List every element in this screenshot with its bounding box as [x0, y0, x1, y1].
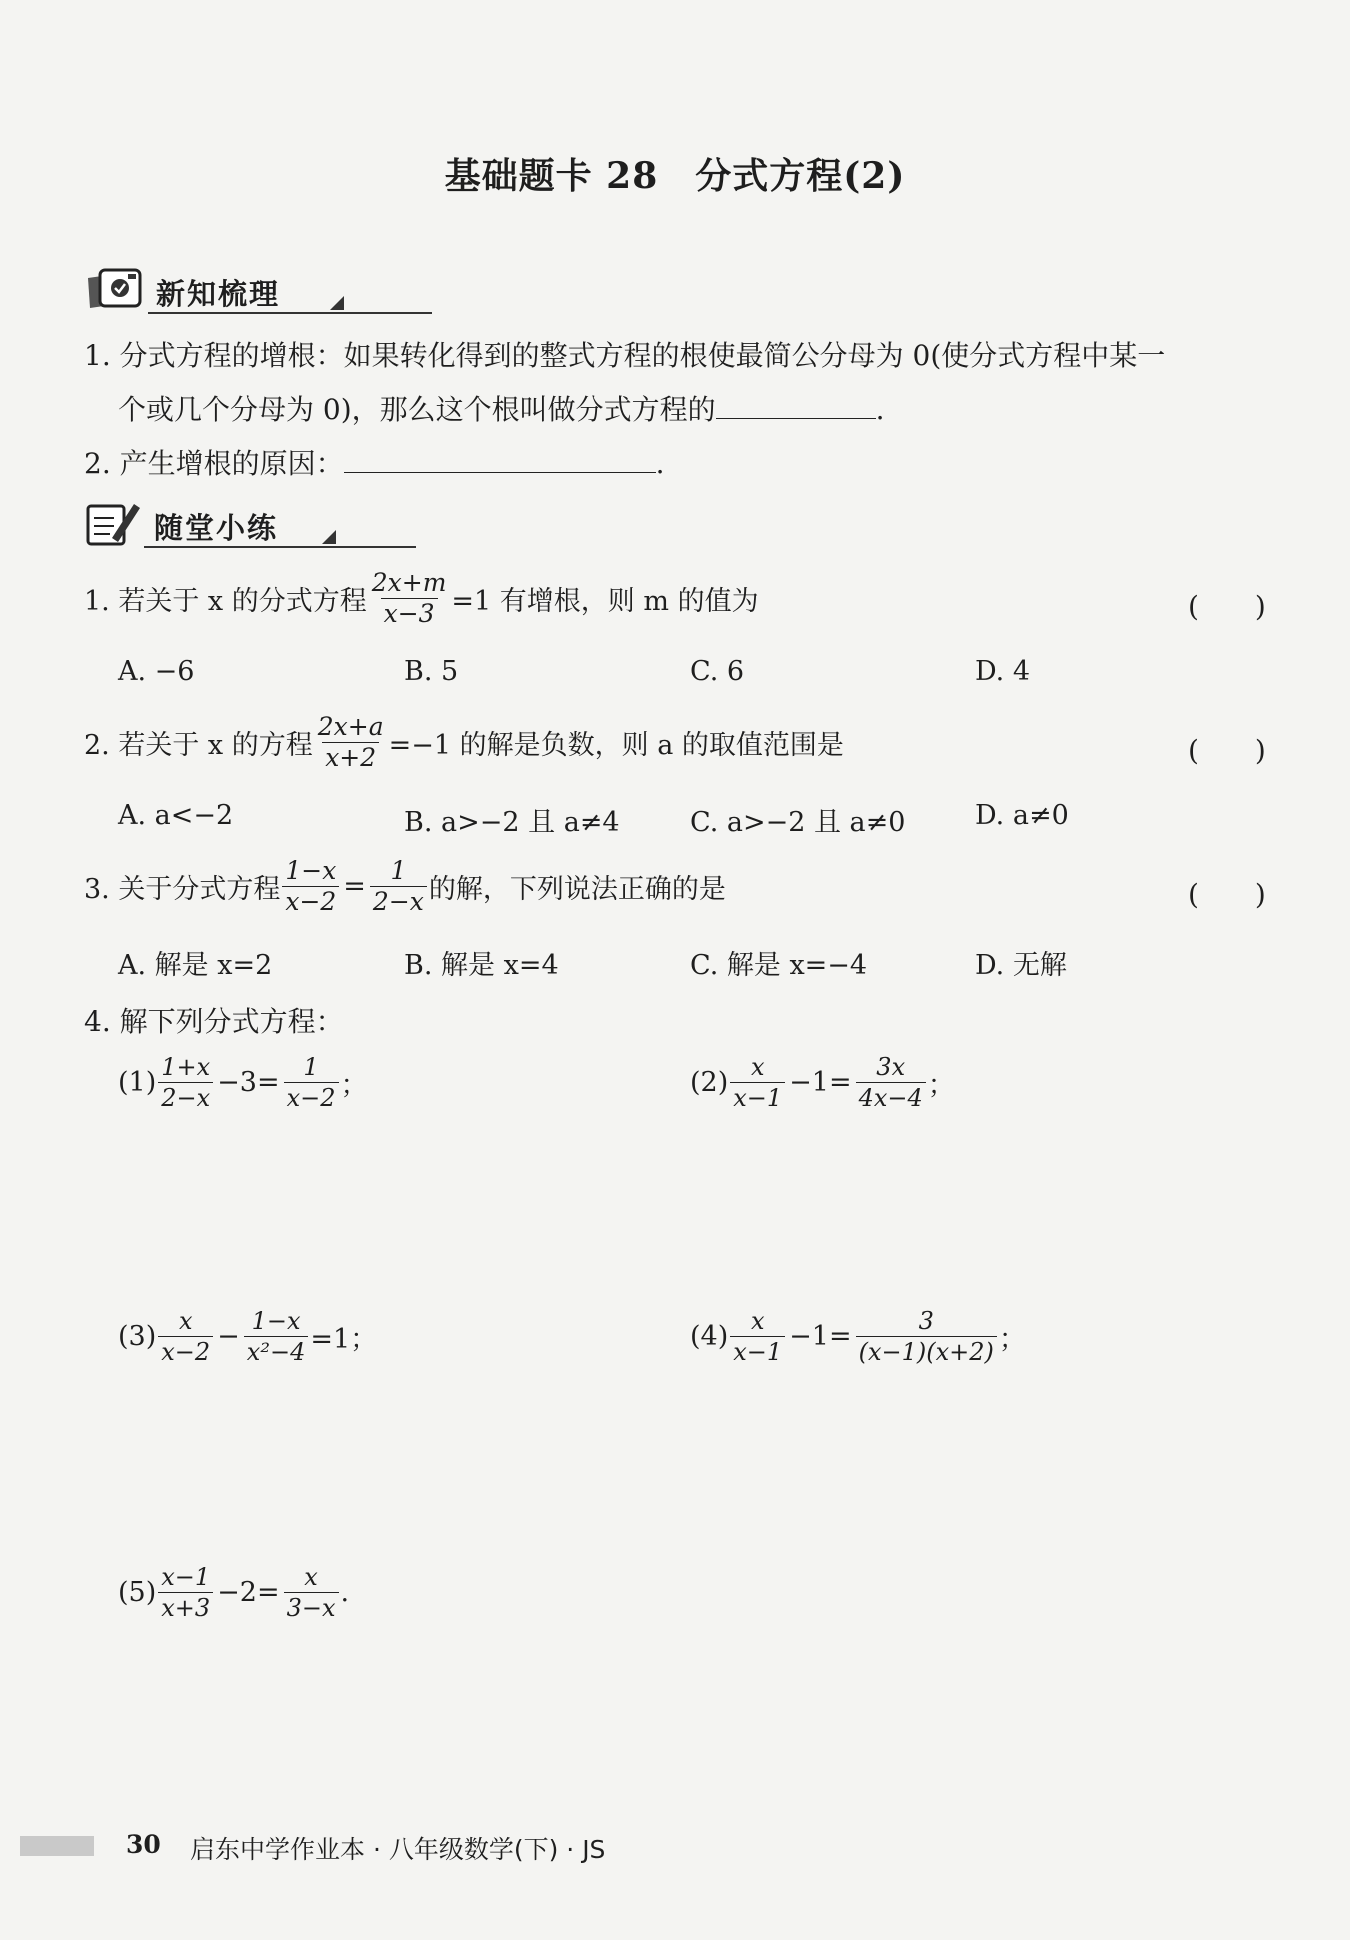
q1-option-a[interactable]: A. −6	[118, 656, 195, 687]
equation-tag: (4)	[690, 1321, 729, 1352]
operator: −2=	[217, 1577, 280, 1608]
denominator: x+2	[322, 742, 379, 773]
equation-end: ；	[340, 1070, 368, 1101]
fraction	[730, 1306, 785, 1367]
question-3	[84, 856, 726, 917]
equation-tag: (3)	[118, 1321, 157, 1352]
denominator: 4x−4	[856, 1082, 926, 1113]
denominator: x−1	[730, 1336, 785, 1367]
question-1-fraction	[369, 568, 450, 629]
q2-option-b[interactable]: B. a>−2 且 a≠4	[404, 807, 620, 838]
denominator: x−2	[158, 1336, 213, 1367]
numerator: 3	[918, 1307, 934, 1335]
operator: −3=	[217, 1067, 280, 1098]
equation-tag: (5)	[118, 1577, 157, 1608]
fraction	[284, 1562, 339, 1623]
q2-option-c[interactable]: C. a>−2 且 a≠0	[690, 807, 906, 838]
numerator: 1−x	[285, 856, 337, 885]
q3-option-a[interactable]: A. 解是 x=2	[118, 950, 273, 981]
q1-option-b[interactable]: B. 5	[404, 656, 459, 687]
denominator: x−2	[284, 1082, 339, 1113]
fraction	[244, 1306, 309, 1367]
numerator: 1−x	[251, 1307, 301, 1335]
equation-tag: (2)	[690, 1067, 729, 1098]
equation-1	[118, 1052, 368, 1113]
fraction	[856, 1306, 997, 1367]
section-underline	[148, 312, 432, 314]
footer-decoration-bar	[20, 1836, 94, 1856]
operator: −1=	[789, 1067, 852, 1098]
answer-paren-1[interactable]: ( )	[1188, 590, 1266, 623]
numerator: 2x+a	[317, 712, 384, 741]
numerator: 1	[390, 856, 407, 885]
fraction	[284, 1052, 339, 1113]
section-header-new-knowledge	[84, 262, 364, 322]
denominator: x+3	[158, 1592, 213, 1623]
camera-icon	[84, 264, 150, 316]
page-title: 基础题卡 28 分式方程(2)	[444, 155, 906, 197]
numerator: x	[304, 1563, 318, 1591]
numerator: x	[750, 1307, 765, 1335]
numerator: x	[750, 1053, 765, 1081]
period: .	[875, 393, 885, 426]
numerator: 3x	[876, 1053, 906, 1081]
operator: −	[217, 1321, 240, 1352]
denominator: 2−x	[370, 886, 427, 917]
question-2-stem-end: =−1 的解是负数，则 a 的取值范围是	[388, 730, 844, 761]
numerator: 1+x	[161, 1053, 211, 1081]
equals-sign: =	[343, 871, 366, 902]
denominator: 2−x	[158, 1082, 213, 1113]
q2-option-d[interactable]: D. a≠0	[975, 800, 1069, 831]
knowledge-item-2-text: 2. 产生增根的原因：	[84, 447, 344, 480]
q1-option-d[interactable]: D. 4	[975, 656, 1031, 687]
fraction	[730, 1052, 785, 1113]
section-title: 新知梳理	[156, 277, 281, 311]
section-underline	[144, 546, 416, 548]
notebook-pen-icon	[84, 498, 142, 550]
section-header-practice	[84, 496, 364, 556]
question-1	[84, 568, 759, 629]
denominator: 3−x	[284, 1592, 339, 1623]
numerator: x−1	[161, 1563, 211, 1591]
section-title: 随堂小练	[154, 511, 279, 545]
q3-option-d[interactable]: D. 无解	[975, 950, 1067, 981]
page-number: 30	[126, 1830, 161, 1859]
fraction	[158, 1052, 213, 1113]
equation-4	[690, 1306, 1026, 1367]
denominator: x−2	[282, 886, 339, 917]
equation-5	[118, 1562, 349, 1623]
q3-option-c[interactable]: C. 解是 x=−4	[690, 950, 868, 981]
question-1-stem-end: =1 有增根，则 m 的值为	[451, 586, 759, 617]
denominator: (x−1)(x+2)	[856, 1336, 997, 1367]
fraction	[856, 1052, 926, 1113]
equation-end: ；	[927, 1070, 955, 1101]
denominator: x−3	[381, 598, 438, 629]
equation-end: =1；	[310, 1324, 378, 1355]
equation-end: .	[340, 1577, 350, 1608]
denominator: x²−4	[244, 1336, 309, 1367]
book-title: 启东中学作业本 · 八年级数学(下) · JS	[190, 1835, 606, 1864]
fraction	[158, 1562, 213, 1623]
numerator: 2x+m	[371, 568, 447, 597]
section-triangle-mark	[322, 530, 336, 544]
equation-tag: (1)	[118, 1067, 157, 1098]
question-1-stem: 1. 若关于 x 的分式方程	[84, 586, 367, 617]
question-2-stem: 2. 若关于 x 的方程	[84, 730, 313, 761]
knowledge-item-2	[84, 442, 665, 482]
question-3-stem: 3. 关于分式方程	[84, 874, 281, 905]
numerator: x	[178, 1307, 193, 1335]
q2-option-a[interactable]: A. a<−2	[118, 800, 234, 831]
period: .	[655, 447, 665, 480]
q1-option-c[interactable]: C. 6	[690, 656, 745, 687]
operator: −1=	[789, 1321, 852, 1352]
knowledge-item-1-line-1: 1. 分式方程的增根：如果转化得到的整式方程的根使最简公分母为 0(使分式方程中某一	[84, 339, 1166, 372]
knowledge-item-1-text: 个或几个分母为 0)，那么这个根叫做分式方程的	[118, 393, 716, 426]
knowledge-item-1-line-2	[118, 388, 885, 428]
fill-blank-2[interactable]	[344, 446, 656, 473]
equation-2	[690, 1052, 955, 1113]
denominator: x−1	[730, 1082, 785, 1113]
fraction	[158, 1306, 213, 1367]
section-triangle-mark	[330, 296, 344, 310]
fill-blank-1[interactable]	[716, 392, 876, 419]
question-2	[84, 712, 844, 773]
answer-paren-2[interactable]: ( )	[1188, 734, 1266, 767]
question-3-stem-end: 的解，下列说法正确的是	[428, 874, 726, 905]
equation-end: ；	[998, 1324, 1026, 1355]
q3-option-b[interactable]: B. 解是 x=4	[404, 950, 559, 981]
question-3-fraction-left	[282, 856, 339, 917]
answer-paren-3[interactable]: ( )	[1188, 878, 1266, 911]
question-4-label: 4. 解下列分式方程：	[84, 1005, 344, 1038]
equation-3	[118, 1306, 377, 1367]
question-3-fraction-right	[370, 856, 427, 917]
question-2-fraction	[315, 712, 387, 773]
numerator: 1	[303, 1053, 319, 1081]
